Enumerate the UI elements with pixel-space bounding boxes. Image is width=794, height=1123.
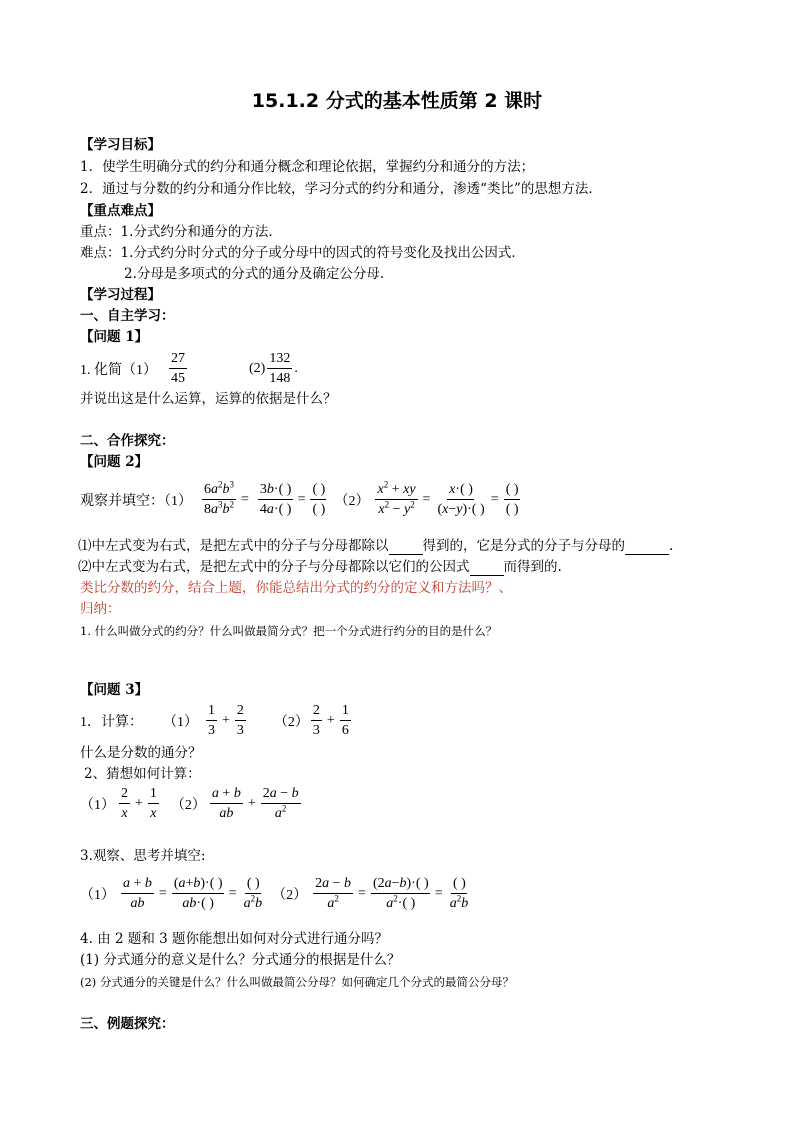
q2-label: 观察并填空：（1） (80, 493, 192, 509)
key-heading: 【重点难点】 (80, 203, 161, 219)
blank-field[interactable] (389, 554, 423, 555)
process-heading: 【学习过程】 (80, 287, 161, 303)
q4-text: 4. 由 2 题和 3 题你能想出如何对分式进行通分吗？ (80, 931, 389, 947)
difficulty-text: 2.分母是多项式的分式的通分及确定公分母. (124, 266, 385, 282)
q3-guess-expression: （1） 2 x + $\frac{1}{x}$ （2） a + b ab + $\frac{2a - b}{a^2}$ (80, 786, 299, 821)
fraction: 27 45 (171, 351, 185, 386)
q2-expression: 观察并填空：（1） $\frac{6a^2b^3}{8a^3b^2}$ = $\frac{3b\cdot( )}{4a\cdot( )}$ = ( ) ( ) （2） $\frac{x^2 + xy}{x^2 - y^2}$ = $\frac{x\cdot( )}{(x-y)\cdot( )}$ = ( ) ( ) (80, 479, 519, 517)
goal-item: 1．使学生明确分式的约分和通分概念和理论依据，掌握约分和通分的方法； (80, 159, 535, 175)
guess-text: 2、猜想如何计算： (84, 766, 201, 782)
question-heading: 【问题 1】 (80, 329, 149, 345)
goal-item: 2．通过与分数的约分和通分作比较，学习分式的约分和通分，渗透“类比”的思想方法． (80, 181, 602, 197)
q3-calc: 1．计算： （1） 1 3 + $\frac{2}{3}$ （2） 2 3 + $\frac{1}{6}$ (80, 703, 349, 738)
q4-sub-question: (1) 分式通分的意义是什么？分式通分的根据是什么？ (80, 952, 401, 968)
q4-sub-question: (2) 分式通分的关键是什么？什么叫做最简公分母？如何确定几个分式的最简公分母？ (80, 975, 514, 989)
q2-label2: （2） (334, 493, 370, 509)
section-heading: 三、例题探究： (80, 1016, 175, 1032)
summary-label: 归纳： (80, 601, 121, 617)
calc-label: 1．计算： (80, 714, 143, 730)
analogy-prompt: 类比分数的约分，结合上题，你能总结出分式的约分的定义和方法吗？、 (80, 580, 512, 596)
question-heading: 【问题 2】 (80, 454, 149, 470)
q1-expression: 1. 化简（1） 27 45 (2) 132 148 . (80, 351, 298, 386)
q1-label2: (2) (249, 360, 266, 376)
page-title: 15.1.2 分式的基本性质第 2 课时 (251, 90, 543, 112)
goals-heading: 【学习目标】 (80, 137, 161, 153)
blank-field[interactable] (470, 575, 504, 576)
section-heading: 一、自主学习： (80, 308, 175, 324)
blank-field[interactable] (625, 554, 669, 555)
q3-observe-expression: （1） $\frac{a + b}{ab}$ = $\frac{(a+b)\cdot( )}{ab\cdot( )}$ = ( ) $a^2b$ （2） $\frac{2a - b}{a^2}$ = $\frac{(2a-b)\cdot( )}{a^2\cdot( )}$ = ( ) $a^2b$ (80, 876, 469, 911)
focus-text: 重点：1.分式约分和通分的方法． (80, 224, 282, 240)
q1-ask: 并说出这是什么运算，运算的依据是什么？ (80, 391, 337, 407)
section-heading: 二、合作探究： (80, 433, 175, 449)
ask-text: 什么是分数的通分？ (80, 745, 202, 761)
observe-text: 3.观察、思考并填空: (80, 848, 206, 864)
summary-question: 1. 什么叫做分式的约分？什么叫做最简分式？把一个分式进行约分的目的是什么？ (80, 624, 498, 638)
fill-line-2: ⑵中左式变为右式，是把左式中的分子与分母都除以它们的公因式 而得到的. (78, 559, 562, 575)
fraction: 132 148 (269, 351, 291, 386)
difficulty-text: 难点：1.分式约分时分式的分子或分母中的因式的符号变化及找出公因式． (80, 245, 525, 261)
q1-label: 1. 化简（1） (80, 362, 157, 378)
question-heading: 【问题 3】 (80, 682, 149, 698)
fill-line-1: ⑴中左式变为右式，是把左式中的分子与分母都除以 得到的，它是分式的分子与分母的 . (78, 538, 674, 554)
